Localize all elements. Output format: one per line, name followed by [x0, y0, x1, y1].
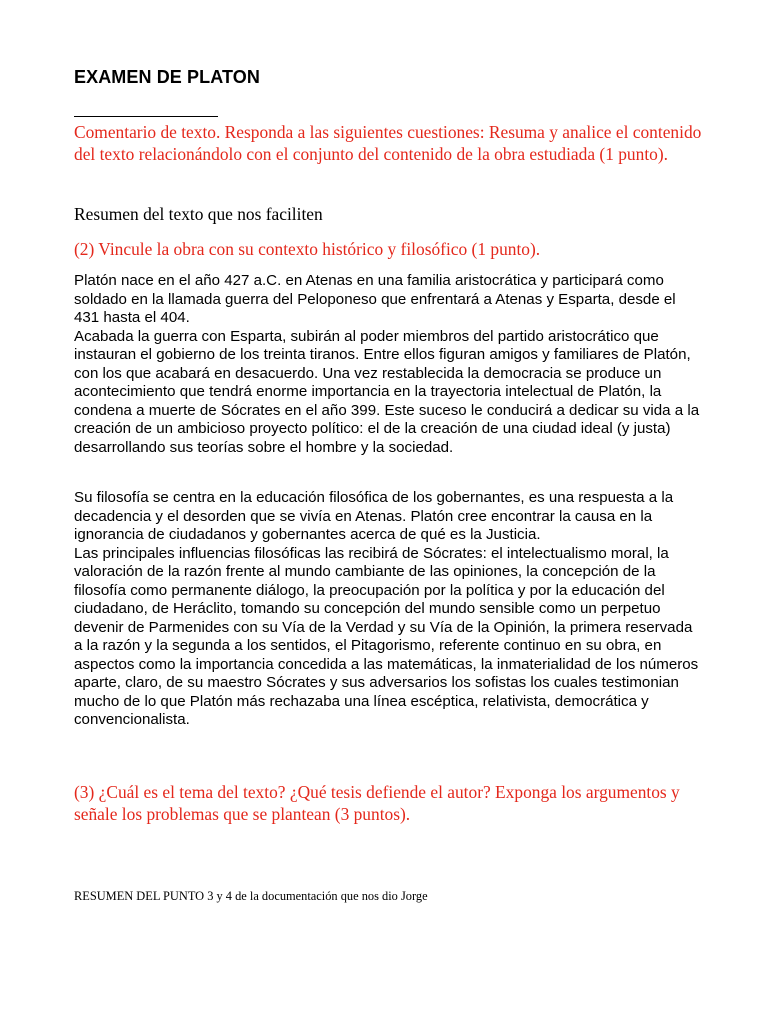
question-1: Comentario de texto. Responda a las siguientes cuestiones: Resuma y analice el contenido del texto relacionándolo con el conjunto del contenido de la obra estudiada (1 punto).: [74, 122, 702, 164]
exam-title: EXAMEN DE PLATON: [74, 67, 260, 87]
question-2-answer-block-1: [74, 272, 704, 457]
question-3: (3) ¿Cuál es el tema del texto? ¿Qué tesis defiende el autor? Exponga los argumentos y señale los problemas que se plantean (3 puntos).: [74, 782, 680, 824]
paragraph-tyrants: Acabada la guerra con Esparta, subirán al poder miembros del partido aristocrático que instauran el gobierno de los treinta tiranos. Entre ellos figuran amigos y familiares de Platón, con los que acabará en desacuerdo. Una vez restablecida la democracia se produce un acontecimiento que tendrá enorme importancia en la trayectoria intelectual de Platón, la condena a muerte de Sócrates en el año 399. Este suceso le conducirá a dedicar su vida a la creación de un ambicioso proyecto político: el de la creación de una ciudad ideal (y justa) desarrollando sus teorías sobre el hombre y la sociedad.: [74, 327, 700, 456]
title-underline: [74, 116, 218, 117]
paragraph-birth: Platón nace en el año 427 a.C. en Atenas en una familia aristocrática y participará como soldado en la llamada guerra del Peloponeso que enfrentará a Atenas y Esparta, desde el 431 hasta el 404.: [74, 272, 676, 326]
paragraph-philosophy: Su filosofía se centra en la educación filosófica de los gobernantes, es una respuesta a la decadencia y el desorden que se vivía en Atenas. Platón cree encontrar la causa en la ignorancia de ciudadanos y gobernantes acerca de qué es la Justicia.: [74, 489, 674, 543]
paragraph-influences: Las principales influencias filosóficas las recibirá de Sócrates: el intelectualismo moral, la valoración de la razón frente al mundo cambiante de las opiniones, la concepción de la filosofía como permanente diálogo, la preocupación por la política y por la educación del ciudadano, de Heráclito, tomando su concepción del mundo sensible como un perpetuo devenir de Parmenides con su Vía de la Verdad y su Vía de la Opinión, la primera reservada a la razón y la segunda a los sentidos, el Pitagorismo, referente continuo en su obra, en aspectos como la importancia concedida a las matemáticas, la inmaterialidad de los números aparte, claro, de su maestro Sócrates y sus adversarios los sofistas los cuales testimonian mucho de lo que Platón más rechazaba una línea escéptica, relativista, democrática y convencionalista.: [74, 544, 699, 728]
footer-rest: 3 y 4 de la documentación que nos dio Jorge: [207, 889, 428, 903]
question-1-answer: Resumen del texto que nos faciliten: [74, 204, 323, 224]
question-2-answer-block-2: [74, 489, 704, 730]
question-2: (2) Vincule la obra con su contexto histórico y filosófico (1 punto).: [74, 239, 541, 259]
footer-note: [74, 889, 428, 904]
footer-caps: RESUMEN DEL PUNTO: [74, 889, 205, 903]
